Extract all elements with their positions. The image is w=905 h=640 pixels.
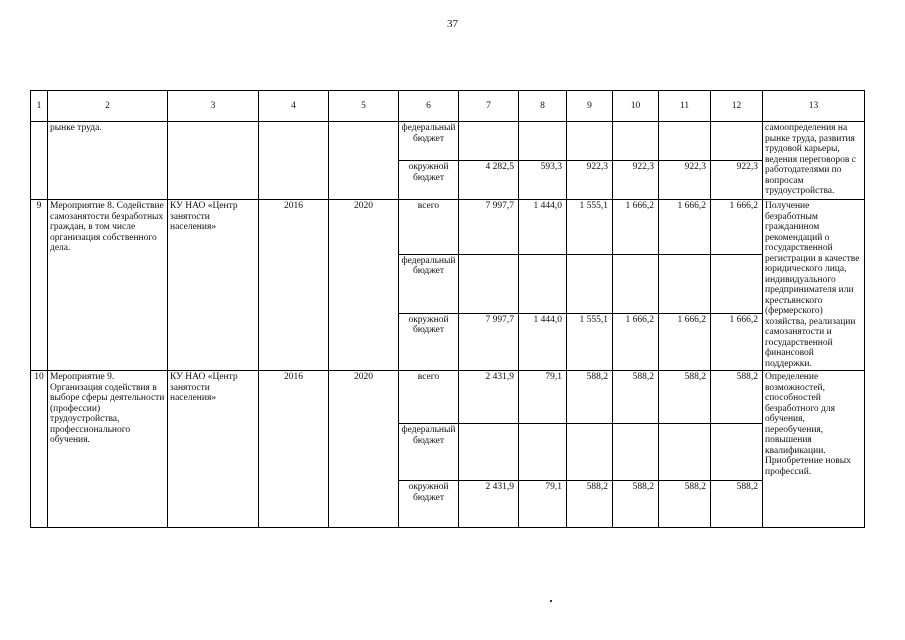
header-cell: 2 (48, 91, 168, 122)
row-number: 10 (31, 371, 48, 528)
table-row (31, 371, 865, 424)
source-cell: окружной бюджет (399, 481, 459, 528)
result-cell: Получение безработным гражданином рекомендаций о государственной регистрации в качестве юридического лица, индивидуального предпринимателя или крестьянского (фермерского) хозяйства, реализации самозанятости и государственной финансовой поддержки. (763, 200, 865, 371)
value-cell: 588,2 (659, 371, 711, 424)
value-cell: 588,2 (567, 481, 613, 528)
row-number: 9 (31, 200, 48, 371)
activity-cell: Мероприятие 8. Содействие самозанятости безработных граждан, в том числе организация собственного дела. (48, 200, 168, 371)
value-cell: 588,2 (711, 481, 763, 528)
value-cell: 79,1 (519, 371, 567, 424)
result-cell: самоопределения на рынке труда, развития трудовой карьеры, ведения переговоров с работодателями по вопросам трудоустройства. (763, 122, 865, 200)
scan-speck (550, 600, 552, 602)
value-cell: 922,3 (567, 161, 613, 200)
value-cell: 7 997,7 (459, 313, 519, 370)
source-cell: федеральный бюджет (399, 254, 459, 313)
value-cell: 1 666,2 (613, 313, 659, 370)
value-cell: 588,2 (711, 371, 763, 424)
start-year: 2016 (259, 371, 329, 528)
header-cell: 8 (519, 91, 567, 122)
value-cell: 588,2 (613, 481, 659, 528)
source-cell: всего (399, 371, 459, 424)
result-cell: Определение возможностей, способностей безработного для обучения, переобучения, повышения квалификации. Приобретение новых профессий. (763, 371, 865, 528)
header-cell: 1 (31, 91, 48, 122)
header-row (31, 91, 865, 122)
value-cell: 1 444,0 (519, 313, 567, 370)
source-cell: федеральный бюджет (399, 424, 459, 481)
value-cell: 7 997,7 (459, 200, 519, 255)
source-cell: всего (399, 200, 459, 255)
table-row (31, 200, 865, 255)
activity-cell: рынке труда. (48, 122, 168, 200)
header-cell: 4 (259, 91, 329, 122)
value-cell: 1 555,1 (567, 313, 613, 370)
value-cell: 1 555,1 (567, 200, 613, 255)
value-cell: 1 444,0 (519, 200, 567, 255)
value-cell: 1 666,2 (659, 313, 711, 370)
value-cell: 922,3 (659, 161, 711, 200)
header-cell: 9 (567, 91, 613, 122)
value-cell: 593,3 (519, 161, 567, 200)
value-cell: 588,2 (567, 371, 613, 424)
source-cell: окружной бюджет (399, 161, 459, 200)
value-cell: 1 666,2 (711, 313, 763, 370)
value-cell: 4 282,5 (459, 161, 519, 200)
continuation-row-federal (31, 122, 865, 161)
value-cell: 2 431,9 (459, 481, 519, 528)
page-number: 37 (447, 18, 458, 30)
header-cell: 5 (329, 91, 399, 122)
start-year: 2016 (259, 200, 329, 371)
source-cell: окружной бюджет (399, 313, 459, 370)
executor-cell: КУ НАО «Центр занятости населения» (168, 200, 259, 371)
value-cell: 588,2 (659, 481, 711, 528)
executor-cell: КУ НАО «Центр занятости населения» (168, 371, 259, 528)
value-cell: 922,3 (613, 161, 659, 200)
header-cell: 3 (168, 91, 259, 122)
end-year: 2020 (329, 200, 399, 371)
header-cell: 12 (711, 91, 763, 122)
value-cell: 79,1 (519, 481, 567, 528)
header-cell: 7 (459, 91, 519, 122)
value-cell: 1 666,2 (613, 200, 659, 255)
value-cell: 588,2 (613, 371, 659, 424)
header-cell: 13 (763, 91, 865, 122)
activity-cell: Мероприятие 9. Организация содействия в выборе сферы деятельности (профессии) трудоустройства, профессионального обучения. (48, 371, 168, 528)
header-cell: 11 (659, 91, 711, 122)
source-cell: федеральный бюджет (399, 122, 459, 161)
value-cell: 922,3 (711, 161, 763, 200)
value-cell: 1 666,2 (711, 200, 763, 255)
value-cell: 1 666,2 (659, 200, 711, 255)
value-cell: 2 431,9 (459, 371, 519, 424)
end-year: 2020 (329, 371, 399, 528)
program-activities-table (30, 90, 865, 528)
header-cell: 10 (613, 91, 659, 122)
header-cell: 6 (399, 91, 459, 122)
